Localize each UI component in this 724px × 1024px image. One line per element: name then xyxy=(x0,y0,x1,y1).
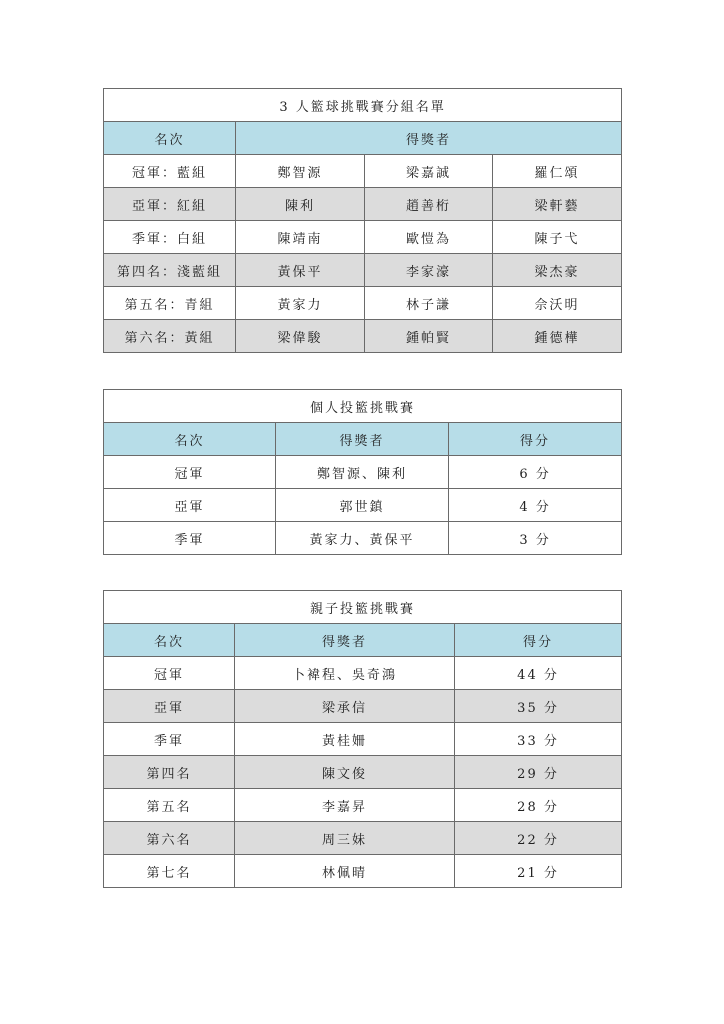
title-row xyxy=(104,89,622,122)
table-row xyxy=(104,287,622,320)
winner-cell: 趙善桁 xyxy=(365,188,493,221)
rank-cell: 第五名：青組 xyxy=(104,287,236,320)
winner-cell: 歐愷為 xyxy=(365,221,493,254)
winner-cell: 鄭智源 xyxy=(236,155,365,188)
table-row xyxy=(104,723,622,756)
rank-cell: 第六名：黃組 xyxy=(104,320,236,353)
table-row xyxy=(104,456,622,489)
winner-cell: 陳靖南 xyxy=(236,221,365,254)
table-row xyxy=(104,522,622,555)
winner-cell: 陳子弋 xyxy=(493,221,622,254)
rank-cell: 第五名 xyxy=(104,789,235,822)
score-cell: 35 分 xyxy=(455,690,622,723)
table-title: 3 人籃球挑戰賽分組名單 xyxy=(104,89,622,122)
header-cell: 得獎者 xyxy=(236,122,622,155)
winner-cell: 林子謙 xyxy=(365,287,493,320)
winner-cell: 周三妹 xyxy=(235,822,455,855)
header-cell: 得獎者 xyxy=(276,423,449,456)
score-cell: 33 分 xyxy=(455,723,622,756)
table-row xyxy=(104,657,622,690)
winner-cell: 梁承信 xyxy=(235,690,455,723)
winner-cell: 梁嘉誠 xyxy=(365,155,493,188)
rank-cell: 季軍：白組 xyxy=(104,221,236,254)
individual-shooting-table xyxy=(103,389,622,555)
score-cell: 29 分 xyxy=(455,756,622,789)
rank-cell: 第四名：淺藍組 xyxy=(104,254,236,287)
winner-cell: 陳文俊 xyxy=(235,756,455,789)
table-row xyxy=(104,254,622,287)
rank-cell: 冠軍 xyxy=(104,657,235,690)
parent-child-shooting-table xyxy=(103,590,622,888)
table-row xyxy=(104,690,622,723)
winner-cell: 鄭智源、陳利 xyxy=(276,456,449,489)
rank-cell: 季軍 xyxy=(104,522,276,555)
header-row xyxy=(104,624,622,657)
rank-cell: 亞軍：紅組 xyxy=(104,188,236,221)
table-title: 個人投籃挑戰賽 xyxy=(104,390,622,423)
title-row xyxy=(104,591,622,624)
title-row xyxy=(104,390,622,423)
header-cell: 得分 xyxy=(449,423,622,456)
rank-cell: 亞軍 xyxy=(104,690,235,723)
table-row xyxy=(104,489,622,522)
winner-cell: 黃家力 xyxy=(236,287,365,320)
header-cell: 得分 xyxy=(455,624,622,657)
winner-cell: 鍾德樺 xyxy=(493,320,622,353)
winner-cell: 黃保平 xyxy=(236,254,365,287)
rank-cell: 冠軍 xyxy=(104,456,276,489)
winner-cell: 鍾帕賢 xyxy=(365,320,493,353)
table-row xyxy=(104,155,622,188)
winner-cell: 梁杰豪 xyxy=(493,254,622,287)
header-row xyxy=(104,423,622,456)
winner-cell: 李嘉昇 xyxy=(235,789,455,822)
winner-cell: 黃桂姍 xyxy=(235,723,455,756)
score-cell: 6 分 xyxy=(449,456,622,489)
winner-cell: 卜褘程、吳奇鴻 xyxy=(235,657,455,690)
table-row xyxy=(104,221,622,254)
winner-cell: 林佩晴 xyxy=(235,855,455,888)
rank-cell: 季軍 xyxy=(104,723,235,756)
table-title: 親子投籃挑戰賽 xyxy=(104,591,622,624)
score-cell: 4 分 xyxy=(449,489,622,522)
score-cell: 22 分 xyxy=(455,822,622,855)
table-row xyxy=(104,789,622,822)
winner-cell: 郭世鎮 xyxy=(276,489,449,522)
winner-cell: 李家濠 xyxy=(365,254,493,287)
header-cell: 名次 xyxy=(104,624,235,657)
team-challenge-table xyxy=(103,88,622,353)
winner-cell: 佘沃明 xyxy=(493,287,622,320)
rank-cell: 亞軍 xyxy=(104,489,276,522)
table-row xyxy=(104,188,622,221)
rank-cell: 冠軍：藍組 xyxy=(104,155,236,188)
score-cell: 3 分 xyxy=(449,522,622,555)
header-cell: 名次 xyxy=(104,122,236,155)
winner-cell: 梁軒藝 xyxy=(493,188,622,221)
winner-cell: 梁偉駿 xyxy=(236,320,365,353)
table-row xyxy=(104,756,622,789)
winner-cell: 羅仁頌 xyxy=(493,155,622,188)
score-cell: 28 分 xyxy=(455,789,622,822)
winner-cell: 黃家力、黃保平 xyxy=(276,522,449,555)
score-cell: 21 分 xyxy=(455,855,622,888)
table-row xyxy=(104,822,622,855)
rank-cell: 第四名 xyxy=(104,756,235,789)
rank-cell: 第六名 xyxy=(104,822,235,855)
score-cell: 44 分 xyxy=(455,657,622,690)
table-row xyxy=(104,320,622,353)
header-cell: 得獎者 xyxy=(235,624,455,657)
header-cell: 名次 xyxy=(104,423,276,456)
header-row xyxy=(104,122,622,155)
winner-cell: 陳利 xyxy=(236,188,365,221)
table-row xyxy=(104,855,622,888)
rank-cell: 第七名 xyxy=(104,855,235,888)
